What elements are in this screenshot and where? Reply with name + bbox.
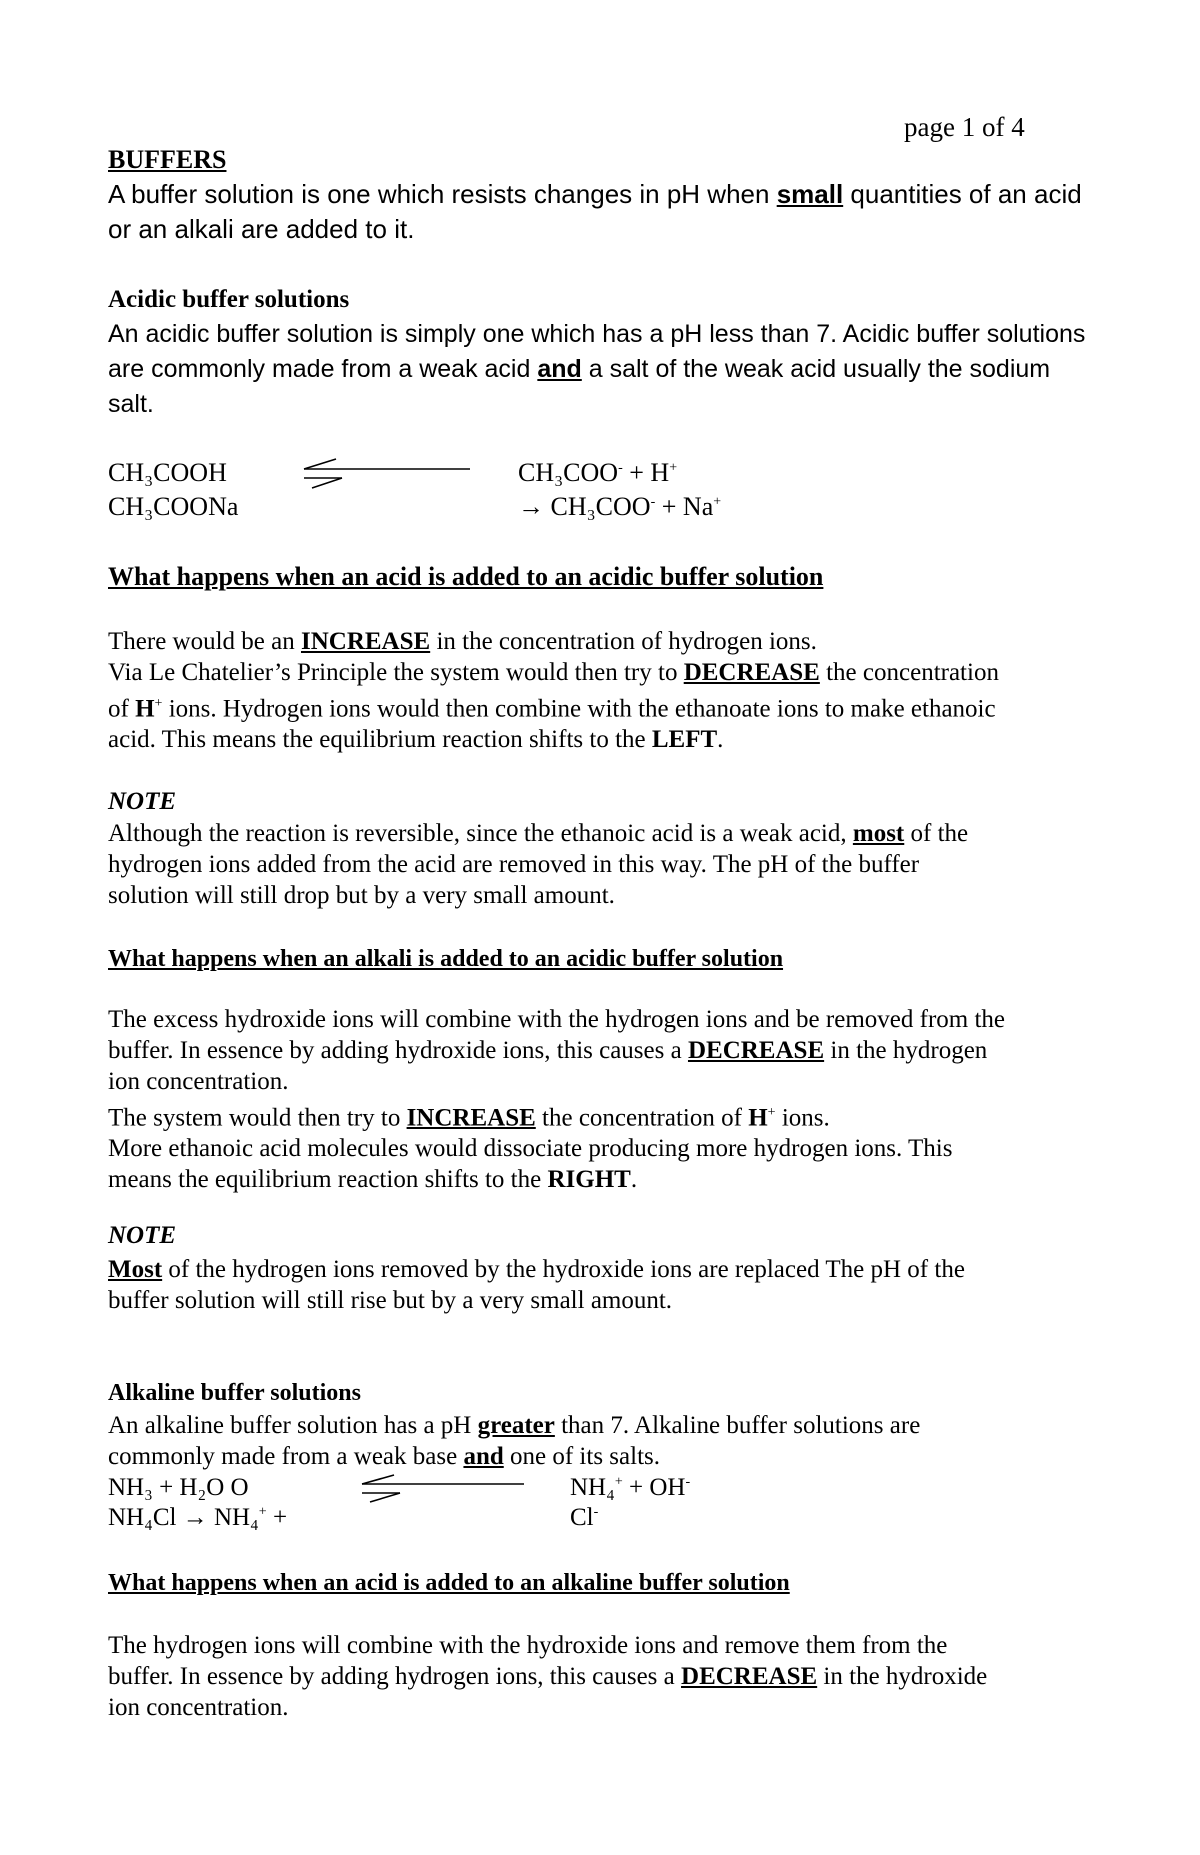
eq2-product-b: + Na: [655, 492, 714, 521]
emphasis: DECREASE: [681, 1663, 818, 1690]
eq2-charge-a: -: [650, 494, 656, 510]
text: Although the reaction is reversible, since the ethanoic acid is a weak acid,: [108, 820, 853, 847]
acid-acidic-line-4: [108, 724, 1098, 755]
page-number: page 1 of 4: [904, 112, 1025, 142]
eq1-product-a: CH₃COO: [518, 458, 619, 487]
intro-section: [108, 142, 1098, 247]
text: .: [717, 726, 724, 754]
note-label-2: NOTE: [108, 1222, 177, 1249]
equilibrium-arrow-icon: [360, 1472, 526, 1506]
equation-2-left: CH₃COONa: [108, 492, 239, 521]
alkali-acidic-line-5: More ethanoic acid molecules would dissociate producing more hydrogen ions. This: [108, 1135, 953, 1163]
section-heading-acid-acidic: What happens when an acid is added to an acidic buffer solution: [108, 562, 824, 591]
text: An alkaline buffer solution has a pH: [108, 1412, 478, 1439]
alkali-acidic-line-3: ion concentration.: [108, 1068, 289, 1095]
acidic-emphasis: and: [537, 355, 582, 383]
acid-alkaline-line-3: ion concentration.: [108, 1694, 289, 1721]
text: the concentration: [819, 659, 999, 686]
alkali-acidic-line-4: [108, 1097, 1098, 1133]
note-body-1: [108, 818, 1098, 911]
acidic-text-end: a salt of the weak acid usually the sodium salt.: [108, 355, 1051, 418]
alkali-acidic-line-6: [108, 1164, 1098, 1195]
text: means the equilibrium reaction shifts to the: [108, 1166, 548, 1194]
acidic-paragraph: [108, 317, 1098, 422]
hydrogen-symbol: H: [748, 1104, 768, 1132]
note-1-line-2: hydrogen ions added from the acid are removed in this way. The pH of the buffer: [108, 851, 920, 878]
note-2-line-1: [108, 1254, 1098, 1285]
text: one of its salts.: [503, 1443, 660, 1470]
text: of the hydrogen ions removed by the hydroxide ions are replaced The pH of the: [162, 1256, 965, 1283]
text: There would be an: [108, 628, 301, 655]
alkaline-heading: Alkaline buffer solutions: [108, 1380, 361, 1406]
acid-acidic-line-3: [108, 688, 1098, 724]
text: +: [266, 1504, 288, 1531]
note-2-line-2: buffer solution will still rise but by a very small amount.: [108, 1287, 673, 1314]
alkaline-equation-1-left: NH₃ + H₂O O: [108, 1474, 249, 1501]
text: in the hydroxide: [817, 1663, 988, 1690]
text: buffer. In essence by adding hydrogen ions, this causes a: [108, 1663, 682, 1690]
product-b: + OH: [622, 1474, 686, 1501]
emphasis: LEFT: [651, 726, 718, 754]
acid-alkaline-line-2: [108, 1661, 1098, 1692]
equation-1-right: [518, 458, 677, 488]
section-heading-acid-alkaline: What happens when an acid is added to an alkaline buffer solution: [108, 1570, 790, 1596]
acid-alkaline-line-1: The hydrogen ions will combine with the hydroxide ions and remove them from the: [108, 1632, 948, 1659]
eq1-charge-b: +: [669, 460, 678, 476]
acid-acidic-line-2: [108, 657, 1098, 688]
text: ions. Hydrogen ions would then combine with the ethanoate ions to make ethanoic: [162, 695, 996, 723]
charge: +: [614, 1474, 623, 1490]
product-a: NH₄: [570, 1474, 615, 1501]
emphasis: INCREASE: [406, 1104, 536, 1132]
charge: +: [154, 696, 163, 711]
eq1-charge-a: -: [618, 460, 623, 476]
intro-emphasis: small: [776, 179, 844, 209]
intro-text: A buffer solution is one which resists changes in pH when: [108, 179, 777, 209]
text: The system would then try to: [108, 1104, 407, 1132]
text: .: [630, 1166, 638, 1194]
acidic-section: [108, 282, 1098, 422]
emphasis: and: [463, 1443, 504, 1470]
text: of: [108, 695, 136, 723]
page-title: BUFFERS: [108, 145, 227, 174]
charge: +: [258, 1504, 267, 1520]
charge: -: [593, 1504, 599, 1520]
alkaline-line-2: [108, 1441, 1098, 1472]
text: Cl: [570, 1504, 594, 1531]
text: NH₄Cl → NH₄: [108, 1504, 259, 1531]
intro-text-end: quantities of an acid or an alkali are added to it.: [108, 179, 1082, 244]
text: in the hydrogen: [824, 1037, 988, 1064]
alkaline-line-1: [108, 1410, 1098, 1441]
alkaline-equation-1-right: [570, 1474, 690, 1502]
eq1-product-b: + H: [622, 458, 670, 487]
emphasis: DECREASE: [683, 659, 820, 686]
alkali-acidic-body: [108, 1004, 1098, 1195]
text: ions.: [775, 1104, 830, 1132]
acid-acidic-body: [108, 626, 1098, 755]
text: Via Le Chatelier’s Principle the system would then try to: [108, 659, 684, 686]
emphasis: greater: [477, 1412, 555, 1439]
intro-paragraph: [108, 177, 1098, 247]
emphasis: most: [852, 820, 905, 847]
emphasis: INCREASE: [300, 628, 431, 655]
note-label-1: NOTE: [108, 788, 177, 815]
acid-acidic-line-1: [108, 626, 1098, 657]
text: than 7. Alkaline buffer solutions are: [554, 1412, 921, 1439]
note-body-2: [108, 1254, 1098, 1316]
acid-alkaline-body: [108, 1630, 1098, 1723]
text: the concentration of: [535, 1104, 749, 1132]
charge: +: [767, 1105, 776, 1120]
text: buffer. In essence by adding hydroxide ions, this causes a: [108, 1037, 688, 1064]
emphasis: Most: [108, 1256, 163, 1283]
eq2-charge-b: +: [713, 494, 722, 510]
equation-1-left: CH₃COOH: [108, 458, 227, 487]
equilibrium-arrow-icon: [302, 456, 472, 492]
emphasis: RIGHT: [547, 1166, 631, 1194]
acidic-heading: Acidic buffer solutions: [108, 286, 350, 313]
text: acid. This means the equilibrium reaction shifts to the: [108, 726, 652, 754]
alkali-acidic-line-2: [108, 1035, 1098, 1066]
eq2-product-a: → CH₃COO: [518, 492, 651, 521]
hydrogen-symbol: H: [135, 695, 155, 723]
acidic-text: An acidic buffer solution is simply one which has a pH less than 7. Acidic buffer solutions are commonly made from a weak acid: [108, 320, 1086, 383]
alkaline-equation-2-left: [108, 1504, 287, 1532]
alkaline-equation-2-right: [570, 1504, 598, 1532]
equation-2-right: [518, 492, 721, 522]
section-heading-alkali-acidic: What happens when an alkali is added to an acidic buffer solution: [108, 946, 784, 972]
text: in the concentration of hydrogen ions.: [430, 628, 817, 655]
alkali-acidic-line-1: The excess hydroxide ions will combine with the hydrogen ions and be removed from the: [108, 1006, 1006, 1033]
emphasis: DECREASE: [687, 1037, 825, 1064]
note-1-line-3: solution will still drop but by a very small amount.: [108, 882, 615, 909]
charge: -: [685, 1474, 691, 1490]
note-1-line-1: [108, 818, 1098, 849]
text: of the: [904, 820, 969, 847]
alkaline-body: [108, 1410, 1098, 1472]
text: commonly made from a weak base: [108, 1443, 464, 1470]
